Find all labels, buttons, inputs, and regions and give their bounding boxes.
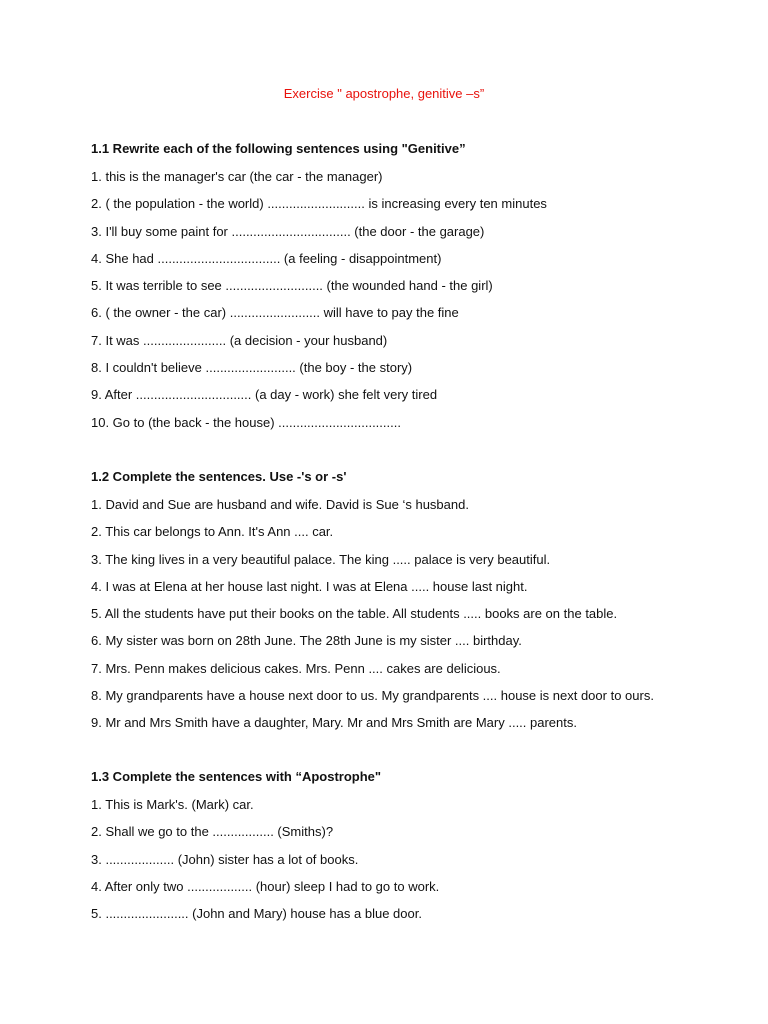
exercise-item: 6. ( the owner - the car) ......................... will have to pay the fine: [91, 305, 459, 321]
section-heading: 1.2 Complete the sentences. Use -'s or -s': [91, 469, 347, 484]
exercise-item: 5. ....................... (John and Mary) house has a blue door.: [91, 906, 422, 922]
exercise-item: 1. This is Mark's. (Mark) car.: [91, 797, 254, 812]
exercise-item: 3. ................... (John) sister has a lot of books.: [91, 851, 359, 867]
exercise-item: 2. Shall we go to the ................. (Smiths)?: [91, 824, 334, 840]
exercise-item: 5. All the students have put their books on the table. All students ..... books are on the table.: [91, 606, 618, 622]
exercise-item: 6. My sister was born on 28th June. The 28th June is my sister .... birthday.: [91, 633, 522, 649]
exercise-item: 3. The king lives in a very beautiful palace. The king ..... palace is very beautiful.: [91, 551, 551, 567]
exercise-item: 9. After ................................ (a day - work) she felt very tired: [91, 387, 438, 403]
exercise-item: 4. She had .................................. (a feeling - disappointment): [91, 250, 442, 266]
section-heading: 1.3 Complete the sentences with “Apostrophe": [91, 769, 382, 784]
exercise-item: 5. It was terrible to see ........................... (the wounded hand - the girl): [91, 278, 493, 294]
exercise-item: 8. I couldn't believe ......................... (the boy - the story): [91, 360, 413, 376]
section-complete-s: [91, 468, 731, 742]
exercise-item: 4. After only two .................. (hour) sleep I had to go to work.: [91, 878, 440, 894]
exercise-item: 1. this is the manager's car (the car - the manager): [91, 169, 383, 184]
section-genitive-rewrite: [91, 140, 731, 441]
exercise-item: 10. Go to (the back - the house) ..................................: [91, 414, 401, 430]
section-apostrophe: [91, 768, 731, 932]
exercise-item: 8. My grandparents have a house next door to us. My grandparents .... house is next door to ours.: [91, 688, 654, 704]
exercise-item: 7. Mrs. Penn makes delicious cakes. Mrs. Penn .... cakes are delicious.: [91, 660, 501, 676]
exercise-item: 9. Mr and Mrs Smith have a daughter, Mary. Mr and Mrs Smith are Mary ..... parents.: [91, 715, 577, 731]
exercise-item: 2. ( the population - the world) ........................... is increasing every ten minutes: [91, 196, 547, 212]
section-heading: 1.1 Rewrite each of the following sentences using "Genitive”: [91, 141, 466, 156]
exercise-item: 3. I'll buy some paint for ................................. (the door - the garage): [91, 223, 485, 239]
exercise-item: 1. David and Sue are husband and wife. David is Sue ‘s husband.: [91, 497, 469, 512]
exercise-item: 2. This car belongs to Ann. It's Ann .... car.: [91, 524, 334, 540]
exercise-item: 7. It was ....................... (a decision - your husband): [91, 332, 388, 348]
worksheet-title: Exercise " apostrophe, genitive –s”: [283, 86, 485, 101]
exercise-item: 4. I was at Elena at her house last night. I was at Elena ..... house last night.: [91, 578, 528, 594]
